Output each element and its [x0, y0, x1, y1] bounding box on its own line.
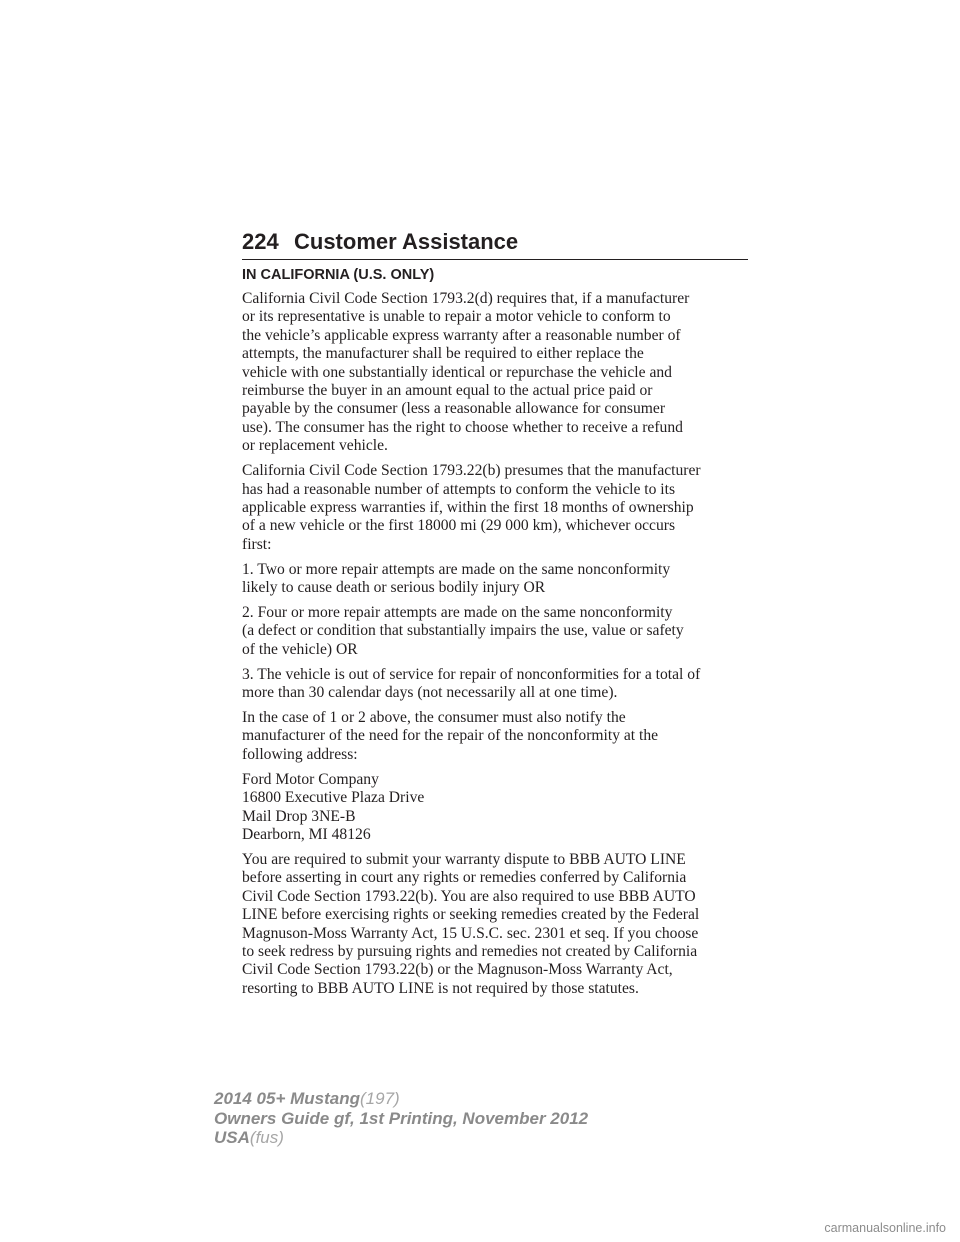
text-line: California Civil Code Section 1793.22(b) presumes that the manufacturer: [242, 462, 701, 480]
footer-market: USA: [214, 1128, 250, 1147]
text-line: manufacturer of the need for the repair of the nonconformity at the: [242, 727, 659, 745]
text-line: Ford Motor Company: [242, 770, 379, 788]
text-line: applicable express warranties if, within the first 18 months of ownership: [242, 498, 694, 516]
paragraph: [242, 666, 757, 703]
paragraph: [242, 462, 757, 554]
text-line: In the case of 1 or 2 above, the consumer must also notify the: [242, 709, 626, 727]
footer-model: 2014 05+ Mustang: [214, 1089, 360, 1108]
text-line: or replacement vehicle.: [242, 437, 388, 455]
page-header: [242, 229, 748, 260]
text-line: of the vehicle) OR: [242, 640, 358, 658]
paragraph: [242, 604, 757, 659]
text-line: 16800 Executive Plaza Drive: [242, 789, 425, 807]
text-line: Civil Code Section 1793.22(b) or the Magnuson-Moss Warranty Act,: [242, 961, 673, 979]
paragraph: [242, 771, 757, 845]
paragraph: [242, 851, 757, 998]
text-line: You are required to submit your warranty dispute to BBB AUTO LINE: [242, 850, 686, 868]
text-line: 1. Two or more repair attempts are made on the same nonconformity: [242, 560, 671, 578]
text-line: attempts, the manufacturer shall be required to either replace the: [242, 345, 644, 363]
footer-model-line: [214, 1089, 588, 1109]
footer-market-line: [214, 1128, 588, 1148]
text-line: or its representative is unable to repair a motor vehicle to conform to: [242, 308, 671, 326]
text-line: Dearborn, MI 48126: [242, 825, 371, 843]
text-line: California Civil Code Section 1793.2(d) requires that, if a manufacturer: [242, 290, 690, 307]
text-line: Mail Drop 3NE-B: [242, 807, 356, 825]
footer-model-code: (197): [360, 1089, 400, 1108]
text-line: Magnuson-Moss Warranty Act, 15 U.S.C. sec. 2301 et seq. If you choose: [242, 924, 699, 942]
text-line: before asserting in court any rights or remedies conferred by California: [242, 869, 687, 887]
text-line: reimburse the buyer in an amount equal to the actual price paid or: [242, 382, 653, 400]
text-line: use). The consumer has the right to choose whether to receive a refund: [242, 418, 683, 436]
text-line: has had a reasonable number of attempts to conform the vehicle to its: [242, 480, 676, 498]
text-line: first:: [242, 535, 272, 553]
text-line: 2. Four or more repair attempts are made on the same nonconformity: [242, 604, 673, 621]
text-line: of a new vehicle or the first 18000 mi (29 000 km), whichever occurs: [242, 517, 676, 535]
text-line: payable by the consumer (less a reasonable allowance for consumer: [242, 400, 666, 418]
print-footer: [214, 1089, 588, 1148]
watermark-link[interactable]: carmanualsonline.info: [824, 1221, 946, 1235]
section-title: Customer Assistance: [294, 229, 519, 254]
page-number: 224: [242, 229, 279, 254]
paragraph: [242, 561, 757, 598]
text-line: 3. The vehicle is out of service for repair of nonconformities for a total of: [242, 665, 701, 683]
section-heading: IN CALIFORNIA (U.S. ONLY): [242, 267, 435, 283]
text-line: (a defect or condition that substantially impairs the use, value or safety: [242, 622, 684, 640]
text-line: following address:: [242, 745, 358, 763]
text-line: resorting to BBB AUTO LINE is not required by those statutes.: [242, 979, 639, 997]
page-body: [242, 266, 757, 1005]
text-line: the vehicle’s applicable express warranty after a reasonable number of: [242, 326, 681, 344]
text-line: LINE before exercising rights or seeking remedies created by the Federal: [242, 906, 700, 924]
footer-printing: Owners Guide gf, 1st Printing, November 2012: [214, 1108, 589, 1128]
text-line: likely to cause death or serious bodily injury OR: [242, 579, 546, 597]
text-line: Civil Code Section 1793.22(b). You are also required to use BBB AUTO: [242, 887, 696, 905]
text-line: to seek redress by pursuing rights and remedies not created by California: [242, 942, 698, 960]
paragraph: [242, 709, 757, 764]
text-line: vehicle with one substantially identical or repurchase the vehicle and: [242, 363, 672, 381]
footer-market-code: (fus): [249, 1128, 284, 1147]
paragraph: [242, 290, 757, 456]
text-line: more than 30 calendar days (not necessarily all at one time).: [242, 684, 618, 702]
